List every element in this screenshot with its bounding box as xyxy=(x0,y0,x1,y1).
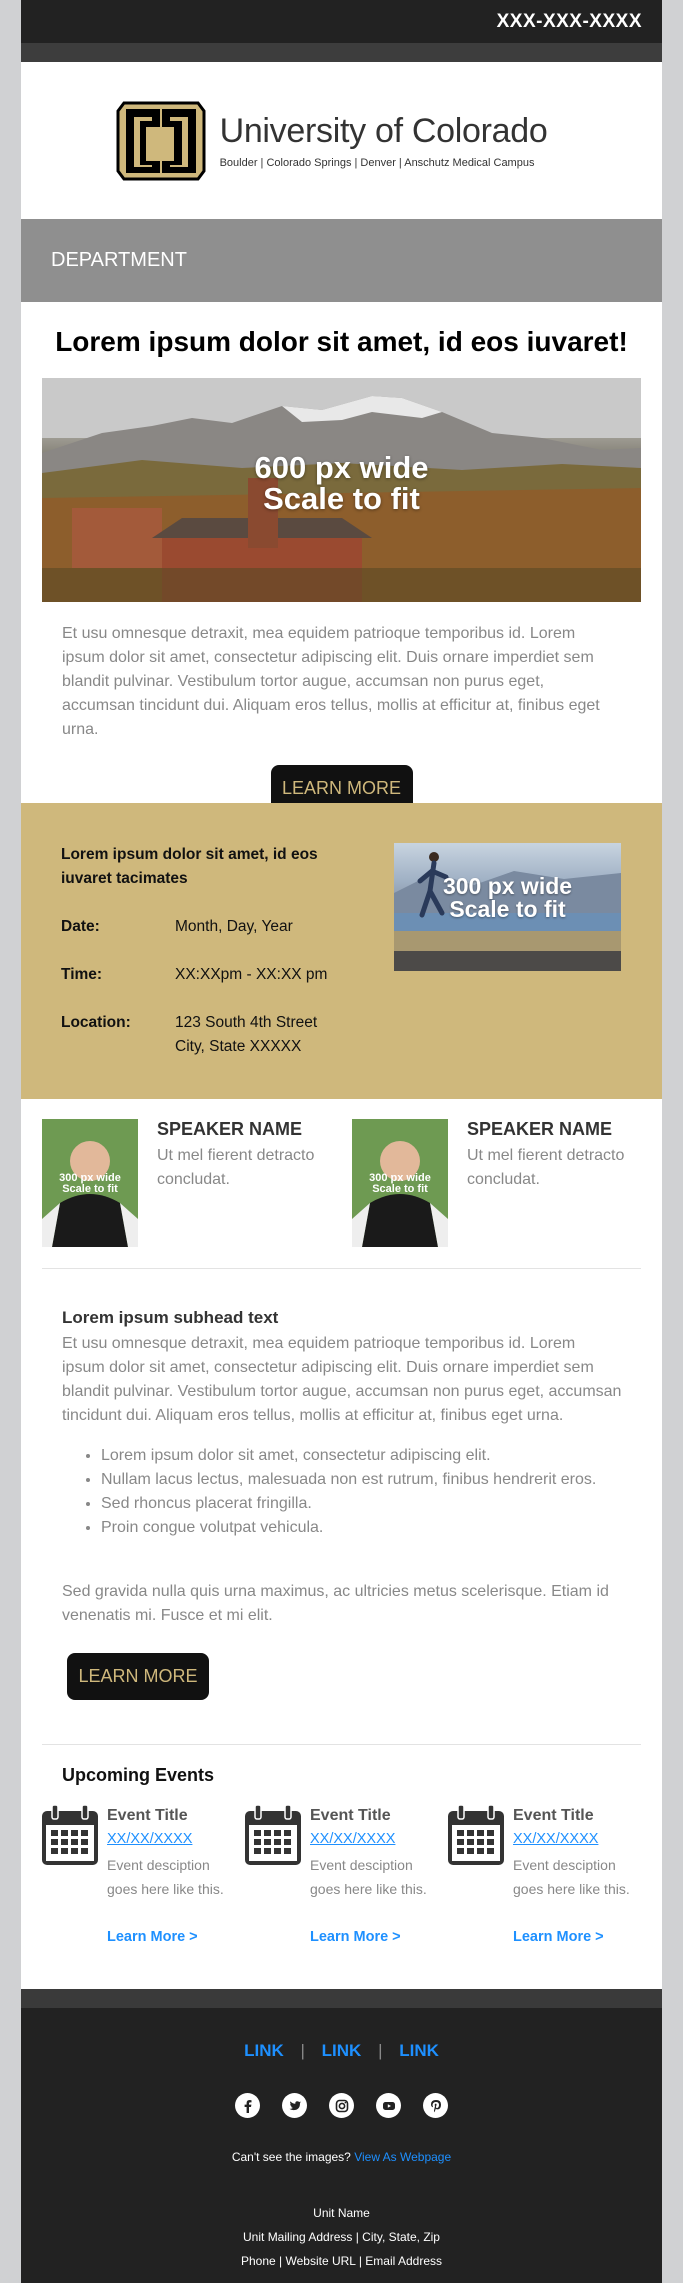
youtube-icon[interactable] xyxy=(376,2093,401,2118)
twitter-icon[interactable] xyxy=(282,2093,307,2118)
learn-more-button[interactable]: LEARN MORE xyxy=(271,765,413,812)
top-bar xyxy=(21,0,662,43)
hero-image xyxy=(42,378,641,602)
event-time-row: Time: XX:XXpm - XX:XX pm xyxy=(61,966,328,983)
footer-link[interactable]: LINK xyxy=(321,2041,362,2060)
list-item: • Proin congue volutpat vehicula. xyxy=(101,1516,621,1540)
event-box-title: Lorem ipsum dolor sit amet, id eos iuvaret tacimates xyxy=(61,846,318,887)
footer-link[interactable]: LINK xyxy=(399,2041,439,2060)
event-location-row: Location: 123 South 4th Street City, State XXXXX xyxy=(61,1014,318,1055)
top-stripe xyxy=(21,43,662,62)
speaker-description: Ut mel fierent detracto concludat. xyxy=(467,1147,625,1188)
speaker-photo: 300 px wide Scale to fit xyxy=(352,1119,448,1247)
runner-image: 300 px wide Scale to fit xyxy=(394,843,621,971)
divider xyxy=(42,1744,641,1745)
event-info-box xyxy=(21,803,662,1099)
footer-links: LINK | LINK | LINK xyxy=(244,2041,439,2060)
event-title: Event Title xyxy=(107,1807,188,1824)
closing-paragraph: Sed gravida nulla quis urna maximus, ac ultricies metus scelerisque. Etiam id venenatis mi. Fusce et mi elit. xyxy=(62,1583,609,1624)
calendar-icon xyxy=(245,1805,301,1865)
event-description: Event desciption goes here like this. xyxy=(107,1857,224,1897)
social-icons xyxy=(21,2093,662,2118)
footer-stripe xyxy=(21,1989,662,2008)
event-description: Event desciption goes here like this. xyxy=(310,1857,427,1897)
list-item: • Nullam lacus lectus, malesuada non est rutrum, finibus hendrerit eros. xyxy=(101,1468,621,1492)
instagram-icon[interactable] xyxy=(329,2093,354,2118)
email-container xyxy=(21,0,662,2283)
speaker-description: Ut mel fierent detracto concludat. xyxy=(157,1147,315,1188)
divider xyxy=(42,1268,641,1269)
logo-area xyxy=(21,62,662,219)
event-date[interactable]: XX/XX/XXXX xyxy=(107,1831,193,1847)
department-banner xyxy=(21,219,662,302)
event-date-row: Date: Month, Day, Year xyxy=(61,918,293,935)
cu-logo-icon xyxy=(116,97,206,185)
event-date[interactable]: XX/XX/XXXX xyxy=(513,1831,599,1847)
calendar-icon xyxy=(42,1805,98,1865)
hero-overlay-text: 600 px wide Scale to fit xyxy=(254,450,429,516)
list-item: • Lorem ipsum dolor sit amet, consectetur adipiscing elit. xyxy=(101,1444,621,1468)
event-title: Event Title xyxy=(513,1807,594,1824)
footer-link[interactable]: LINK xyxy=(244,2041,284,2060)
phone-number[interactable]: XXX-XXX-XXXX xyxy=(496,10,642,32)
section-body: Et usu omnesque detraxit, mea equidem patrioque temporibus id. Lorem ipsum dolor sit amet, consectetur adipiscing elit. Duis ornare imperdiet sem blandit pulvinar. Vestibulum tortor augue, accumsan non purus eget, accumsan tincidunt dui. Aliquam eros tellus, mollis at efficitur at, finibus eget urna. xyxy=(62,1335,622,1424)
pinterest-icon[interactable] xyxy=(423,2093,448,2118)
department-label: DEPARTMENT xyxy=(51,249,187,271)
bullet-list xyxy=(101,1444,621,1540)
upcoming-events-title: Upcoming Events xyxy=(62,1765,215,1785)
event-learn-more-link[interactable]: Learn More > xyxy=(310,1929,401,1945)
view-as-webpage-link[interactable]: View As Webpage xyxy=(354,2150,452,2164)
learn-more-button-2[interactable]: LEARN MORE xyxy=(67,1653,209,1700)
calendar-icon xyxy=(448,1805,504,1865)
campus-list: Boulder | Colorado Springs | Denver | Anschutz Medical Campus xyxy=(219,157,535,169)
unit-contact: Phone | Website URL | Email Address xyxy=(241,2254,442,2268)
event-learn-more-link[interactable]: Learn More > xyxy=(107,1929,198,1945)
speaker-name: SPEAKER NAME xyxy=(467,1119,613,1139)
event-title: Event Title xyxy=(310,1807,391,1824)
unit-address: Unit Mailing Address | City, State, Zip xyxy=(243,2230,440,2244)
event-date[interactable]: XX/XX/XXXX xyxy=(310,1831,396,1847)
unit-name: Unit Name xyxy=(313,2206,370,2220)
facebook-icon[interactable] xyxy=(235,2093,260,2118)
speaker-name: SPEAKER NAME xyxy=(157,1119,303,1139)
speaker-photo: 300 px wide Scale to fit xyxy=(42,1119,138,1247)
cu-logo[interactable] xyxy=(116,97,548,185)
event-description: Event desciption goes here like this. xyxy=(513,1857,630,1897)
event-learn-more-link[interactable]: Learn More > xyxy=(513,1929,604,1945)
footer xyxy=(21,2008,662,2283)
list-item: • Sed rhoncus placerat fringilla. xyxy=(101,1492,621,1516)
headline: Lorem ipsum dolor sit amet, id eos iuvaret! xyxy=(55,326,628,357)
section-subhead: Lorem ipsum subhead text xyxy=(62,1308,279,1327)
footer-address xyxy=(21,2201,662,2273)
intro-paragraph: Et usu omnesque detraxit, mea equidem patrioque temporibus id. Lorem ipsum dolor sit amet, consectetur adipiscing elit. Duis ornare imperdiet sem blandit pulvinar. Vestibulum tortor augue, accumsan non purus eget, accumsan tincidunt dui. Aliquam eros tellus, mollis at efficitur at, finibus eget urna. xyxy=(62,625,600,738)
university-name: University of Colorado xyxy=(219,112,548,150)
cant-see-images: Can't see the images? View As Webpage xyxy=(231,2150,452,2164)
